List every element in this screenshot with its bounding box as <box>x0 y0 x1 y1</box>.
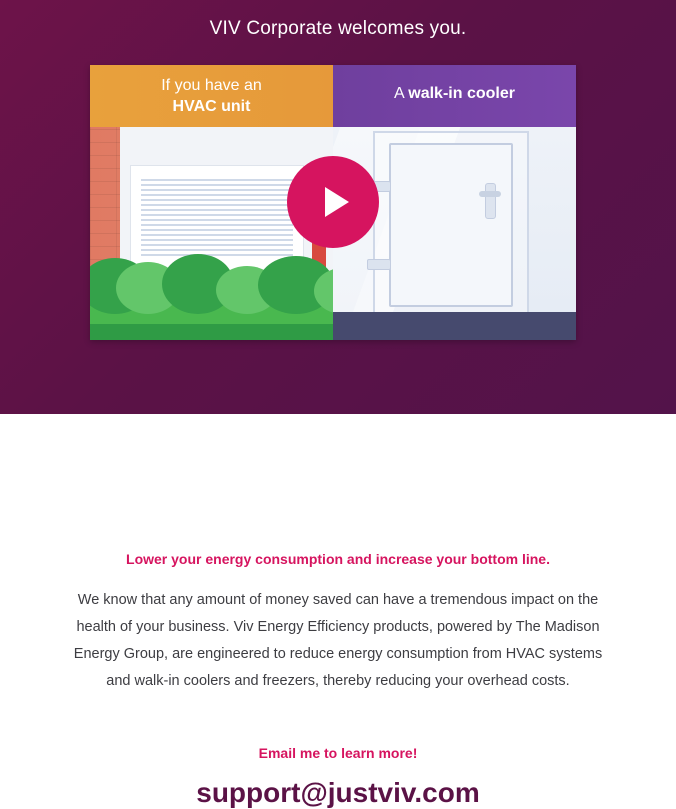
body-paragraph: We know that any amount of money saved can have a tremendous impact on the health of your business. Viv Energy Efficiency products, powered by The Madison Energy Group, are engineered to reduce energy consumption from HVAC systems and walk-in coolers and freezers, thereby reducing your overhead costs. <box>73 592 603 689</box>
email-link[interactable]: support@justviv.com <box>196 777 480 808</box>
door-handle-icon <box>479 191 501 197</box>
email-lead-text: Email me to learn more! <box>258 745 418 761</box>
right-caption-prefix: A <box>394 85 409 102</box>
hvac-grill-icon <box>141 176 293 256</box>
bushes-graphic <box>90 278 333 340</box>
play-button[interactable] <box>287 156 379 248</box>
left-caption <box>90 75 333 117</box>
cooler-door-graphic <box>389 143 513 307</box>
left-caption-line1: If you have an <box>161 77 262 94</box>
door-hinge-icon <box>367 259 391 270</box>
door-handle-plate-icon <box>485 183 496 219</box>
right-caption-strong: walk-in cooler <box>408 85 515 102</box>
video-player[interactable] <box>90 65 576 340</box>
left-caption-line2: HVAC unit <box>172 98 251 115</box>
right-caption <box>333 83 576 104</box>
main-content <box>0 551 676 809</box>
page-title: VIV Corporate welcomes you. <box>209 18 467 39</box>
play-icon <box>325 187 349 217</box>
section-headline: Lower your energy consumption and increase your bottom line. <box>126 551 550 567</box>
cooler-floor-graphic <box>333 312 576 340</box>
